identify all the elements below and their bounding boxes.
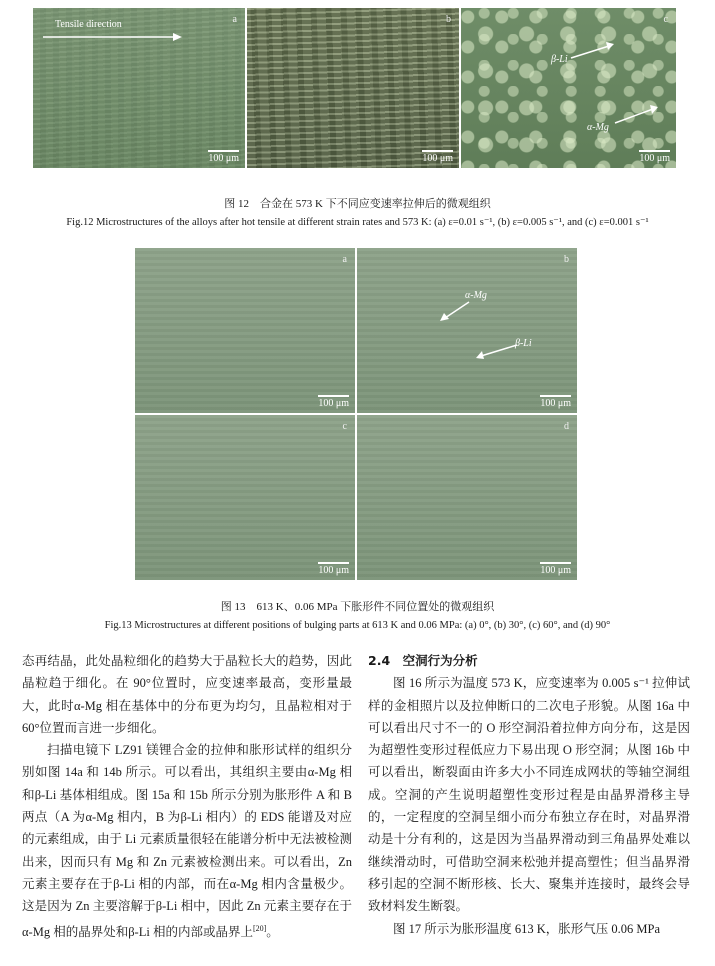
left-paragraph-2: 扫描电镜下 LZ91 镁锂合金的拉伸和胀形试样的组织分别如图 14a 和 14b 所示。可以看出，其组织主要由α-Mg 相和β-Li 基体相组成。图 15a 和 15b 所示分别为胀形件 A 和 B 两点（A 为α-Mg 相内，B 为β-Li 相内）的 EDS 能谱及对应的元素组成，由于 Li 元素质量很轻在能谱分析中无法被检测出来，因而只有 Mg 和 Zn 元素被检测出来。可以看出，Zn 元素主要存在于β-Li 相的内部，而在α-Mg 相内含量极少。这是因为 Zn 主要溶解于β-Li 相中，因此 Zn 元素主要存在于α-Mg 相的晶界处和β-Li 相的内部或晶界上[20]。 — [22, 743, 352, 939]
fig13-panel-c — [135, 415, 355, 580]
reference-marker: [20] — [252, 923, 267, 933]
scale-bar: 100 μm — [208, 150, 239, 164]
alpha-mg-arrow-icon — [439, 300, 471, 322]
panel-label: c — [663, 14, 668, 25]
fig13-panel-a — [135, 248, 355, 413]
right-paragraph-2: 图 17 所示为胀形温度 613 K，胀形气压 0.06 MPa — [393, 921, 661, 936]
alpha-mg-label: α-Mg — [465, 290, 487, 301]
panel-label: d — [564, 421, 569, 432]
right-paragraph-1: 图 16 所示为温度 573 K，应变速率为 0.005 s⁻¹ 拉伸试样的金相照片以及拉伸断口的二次电子形貌。从图 16a 中可以看出尺寸不一的 O 形空洞沿着拉伸方向分布，这是因为超塑性变形过程低应力下易出现 O 形空洞；从图 16b 中可以看出，断裂面由许多大小不同连成网状的等轴空洞组成。空洞的产生说明超塑性变形过程是由晶界滑移主导的，一定程度的空洞呈细小而分布独立存在时，对晶界滑动是十分有利的，这是因为当晶界滑动到三角晶界处难以继续滑动时，可借助空洞来松弛并提高塑性；但当晶界滑移引起的空洞不断形核、长大、聚集并连接时，最终会导致材料发生断裂。 — [368, 676, 690, 914]
panel-label: a — [232, 14, 237, 25]
panel-label: c — [342, 421, 347, 432]
fig12-caption-en: Fig.12 Microstructures of the alloys after hot tensile at different strain rates and 573 K: (a) ε=0.01 s⁻¹, (b) ε=0.005 s⁻¹, and (c) ε=0.001 s⁻¹ — [66, 217, 649, 228]
fig12-panel-c — [461, 8, 676, 168]
scale-bar: 100 μm — [318, 395, 349, 409]
beta-li-label: β-Li — [515, 338, 532, 349]
tensile-direction-label: Tensile direction — [55, 19, 122, 30]
right-column — [368, 650, 690, 940]
panel-label: b — [446, 14, 451, 25]
tensile-direction-arrow-icon — [43, 32, 183, 42]
fig13-panel-b — [357, 248, 577, 413]
fig13-caption-cn: 图 13 613 K、0.06 MPa 下胀形件不同位置处的微观组织 — [220, 601, 495, 613]
fig12-caption-cn: 图 12 合金在 573 K 下不同应变速率拉伸后的微观组织 — [224, 198, 491, 210]
panel-label: a — [342, 254, 347, 265]
fig12-panel-a — [33, 8, 245, 168]
alpha-mg-arrow-icon — [613, 104, 659, 126]
fig13-caption-en: Fig.13 Microstructures at different positions of bulging parts at 613 K and 0.06 MPa: (a) 0°, (b) 30°, (c) 60°, and (d) 90° — [104, 620, 611, 631]
panel-label: b — [564, 254, 569, 265]
beta-li-arrow-icon — [569, 41, 615, 61]
scale-bar: 100 μm — [639, 150, 670, 164]
beta-li-arrow-icon — [475, 342, 519, 360]
left-paragraph-1: 态再结晶，此处晶粒细化的趋势大于晶粒长大的趋势，因此晶粒趋于细化。在 90°位置时，应变速率最高，变形量最大，此时α-Mg 相在基体中的分布更为均匀，且晶粒相对于 60°位置而言进一步细化。 — [22, 654, 352, 735]
scale-bar: 100 μm — [318, 562, 349, 576]
beta-li-label: β-Li — [551, 54, 568, 65]
scale-bar: 100 μm — [540, 562, 571, 576]
scale-bar: 100 μm — [422, 150, 453, 164]
left-column — [22, 650, 352, 943]
alpha-mg-label: α-Mg — [587, 122, 609, 133]
scale-bar: 100 μm — [540, 395, 571, 409]
section-title: 2.4 空洞行为分析 — [368, 653, 478, 668]
fig12-panel-b — [247, 8, 459, 168]
fig13-panel-d — [357, 415, 577, 580]
